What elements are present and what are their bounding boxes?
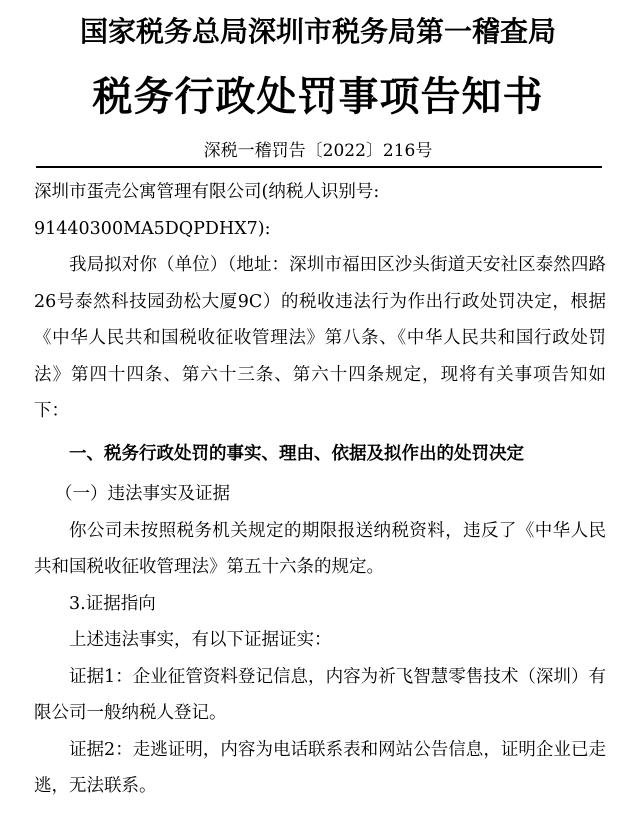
document-number: 深税一稽罚告〔2022〕216号 xyxy=(203,141,433,161)
section-1-heading: 一、税务行政处罚的事实、理由、依据及拟作出的处罚决定 xyxy=(69,443,524,464)
intro-paragraph: 我局拟对你（单位）（地址：深圳市福田区沙头街道天安社区泰然四路26号泰然科技园劲松大厦9C）的税收违法行为作出行政处罚决定，根据《中华人民共和国税收征收管理法》第八条、《中华人民共和国行政处罚法》第四十四条、第六十三条、第六十四条规定，现将有关事项告知如下： xyxy=(34,255,606,421)
addressee-line-1: 深圳市蛋壳公寓管理有限公司(纳税人识别号: xyxy=(34,182,380,202)
evidence-heading: 3.证据指向 xyxy=(69,593,156,614)
evidence-item-1: 证据1：企业征管资料登记信息，内容为祈飞智慧零售技术（深圳）有限公司一般纳税人登记。 xyxy=(34,666,606,723)
document-body xyxy=(34,174,606,805)
issuing-organization: 国家税务总局深圳市税务局第一稽查局 xyxy=(79,15,556,48)
document-title: 税务行政处罚事项告知书 xyxy=(92,73,544,120)
evidence-item-2: 证据2：走逃证明，内容为电话联系表和网站公告信息，证明企业已走逃，无法联系。 xyxy=(34,739,606,796)
evidence-intro: 上述违法事实，有以下证据证实： xyxy=(69,630,332,650)
header-divider xyxy=(36,166,602,168)
subsection-1-heading: （一）违法事实及证据 xyxy=(55,484,230,504)
addressee-line-2: 91440300MA5DQPDHX7): xyxy=(34,218,271,239)
fact-paragraph: 你公司未按照税务机关规定的期限报送纳税资料，违反了《中华人民共和国税收征收管理法》第五十六条的规定。 xyxy=(34,520,606,577)
